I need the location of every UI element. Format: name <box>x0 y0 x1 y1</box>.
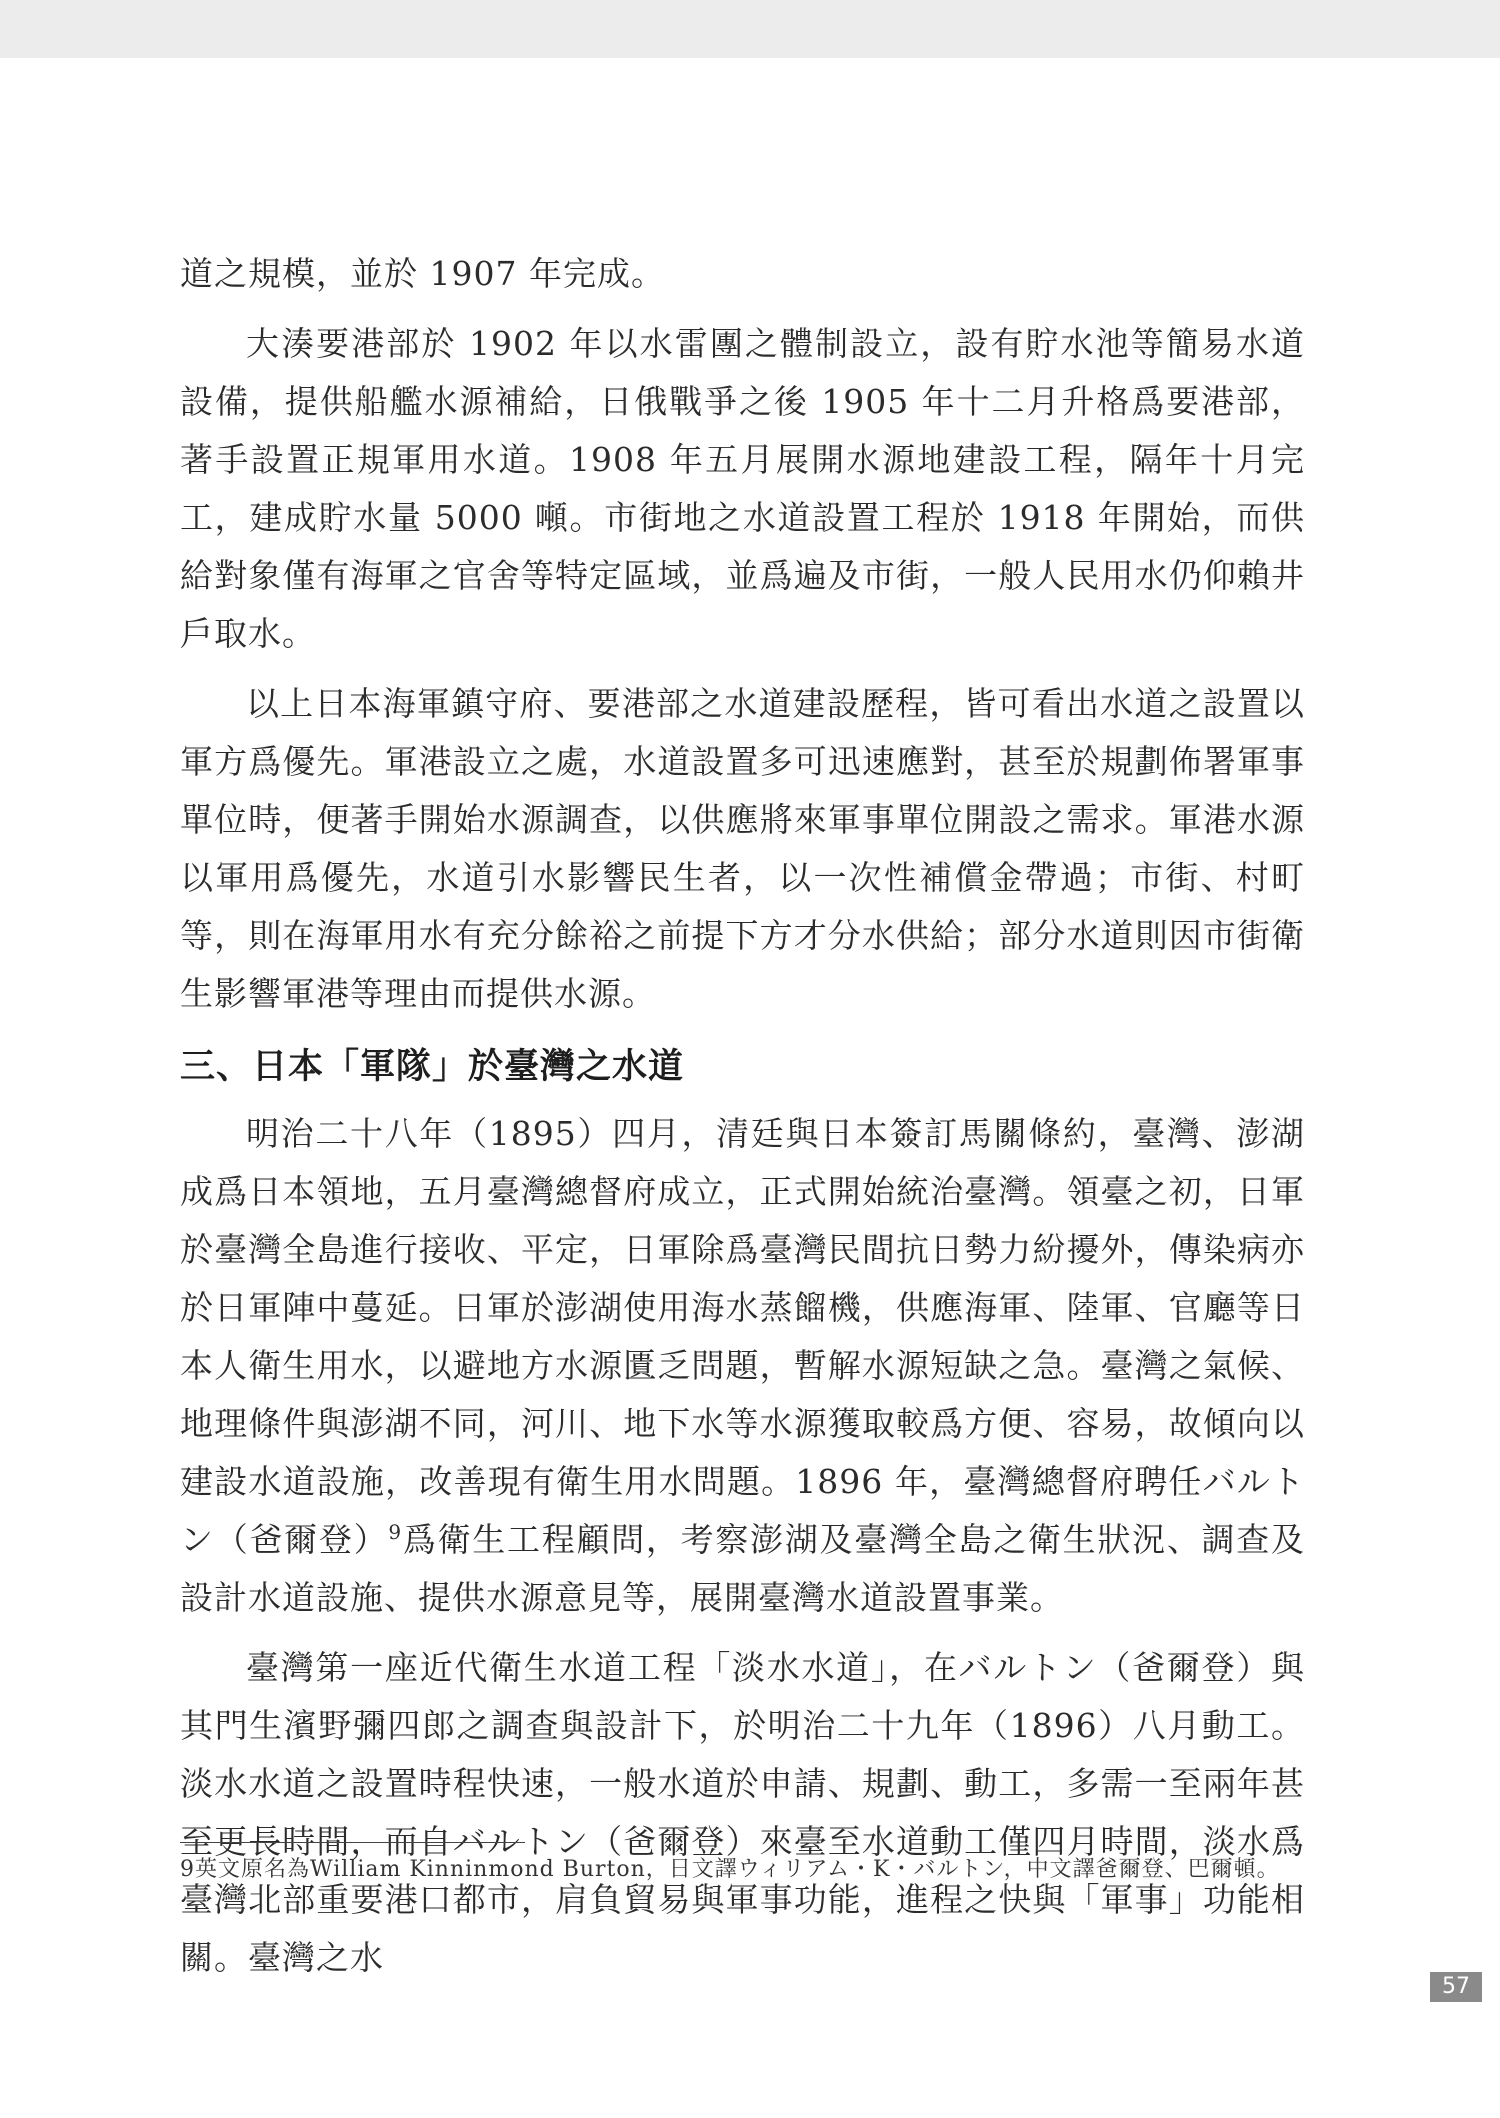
footnote-reference[interactable]: 9 <box>388 1520 403 1544</box>
paragraph-1: 道之規模，並於 1907 年完成。 <box>180 254 665 293</box>
paragraph-4-text-a: 明治二十八年（1895）四月，清廷與日本簽訂馬關條約，臺灣、澎湖成爲日本領地，五月臺灣總督府成立，正式開始統治臺灣。領臺之初，日軍於臺灣全島進行接收、平定，日軍除爲臺灣民間抗日勢力紛擾外，傳染病亦於日軍陣中蔓延。日軍於澎湖使用海水蒸餾機，供應海軍、陸軍、官廳等日本人衛生用水，以避地方水源匱乏問題，暫解水源短缺之急。臺灣之氣候、地理條件與澎湖不同，河川、地下水等水源獲取較爲方便、容易，故傾向以建設水道設施，改善現有衛生用水問題。1896 年，臺灣總督府聘任バルトン（爸爾登） <box>180 1114 1305 1559</box>
footnote: 9英文原名為William Kinninmond Burton，日文譯ウィリアム・K・バルトン，中文譯爸爾登、巴爾頓。 <box>180 1857 1280 1882</box>
paragraph-4 <box>180 1105 1305 1627</box>
page-body <box>180 245 1305 1999</box>
paragraph-2: 大湊要港部於 1902 年以水雷團之體制設立，設有貯水池等簡易水道設備，提供船艦水源補給，日俄戰爭之後 1905 年十二月升格爲要港部，著手設置正規軍用水道。1908 年五月展開水源地建設工程，隔年十月完工，建成貯水量 5000 噸。市街地之水道設置工程於 1918 年開始，而供給對象僅有海軍之官舍等特定區域，並爲遍及市街，一般人民用水仍仰賴井戶取水。 <box>180 324 1305 653</box>
section-heading: 三、日本「軍隊」於臺灣之水道 <box>180 1047 685 1087</box>
footnote-divider <box>180 1842 525 1843</box>
page-number: 57 <box>1430 1972 1482 2002</box>
scan-top-band <box>0 0 1500 58</box>
paragraph-5: 臺灣第一座近代衛生水道工程「淡水水道」，在バルトン（爸爾登）與其門生濱野彌四郎之調查與設計下，於明治二十九年（1896）八月動工。淡水水道之設置時程快速，一般水道於申請、規劃、動工，多需一至兩年甚至更長時間，而自バルトン（爸爾登）來臺至水道動工僅四月時間，淡水爲臺灣北部重要港口都市，肩負貿易與軍事功能，進程之快與「軍事」功能相關。臺灣之水 <box>180 1648 1305 1977</box>
paragraph-3: 以上日本海軍鎮守府、要港部之水道建設歷程，皆可看出水道之設置以軍方爲優先。軍港設立之處，水道設置多可迅速應對，甚至於規劃佈署軍事單位時，便著手開始水源調查，以供應將來軍事單位開設之需求。軍港水源以軍用爲優先，水道引水影響民生者，以一次性補償金帶過；市街、村町等，則在海軍用水有充分餘裕之前提下方才分水供給；部分水道則因市街衛生影響軍港等理由而提供水源。 <box>180 684 1305 1013</box>
paragraph-4-text-b: 爲衛生工程顧問，考察澎湖及臺灣全島之衛生狀況、調查及設計水道設施、提供水源意見等，展開臺灣水道設置事業。 <box>180 1520 1306 1617</box>
